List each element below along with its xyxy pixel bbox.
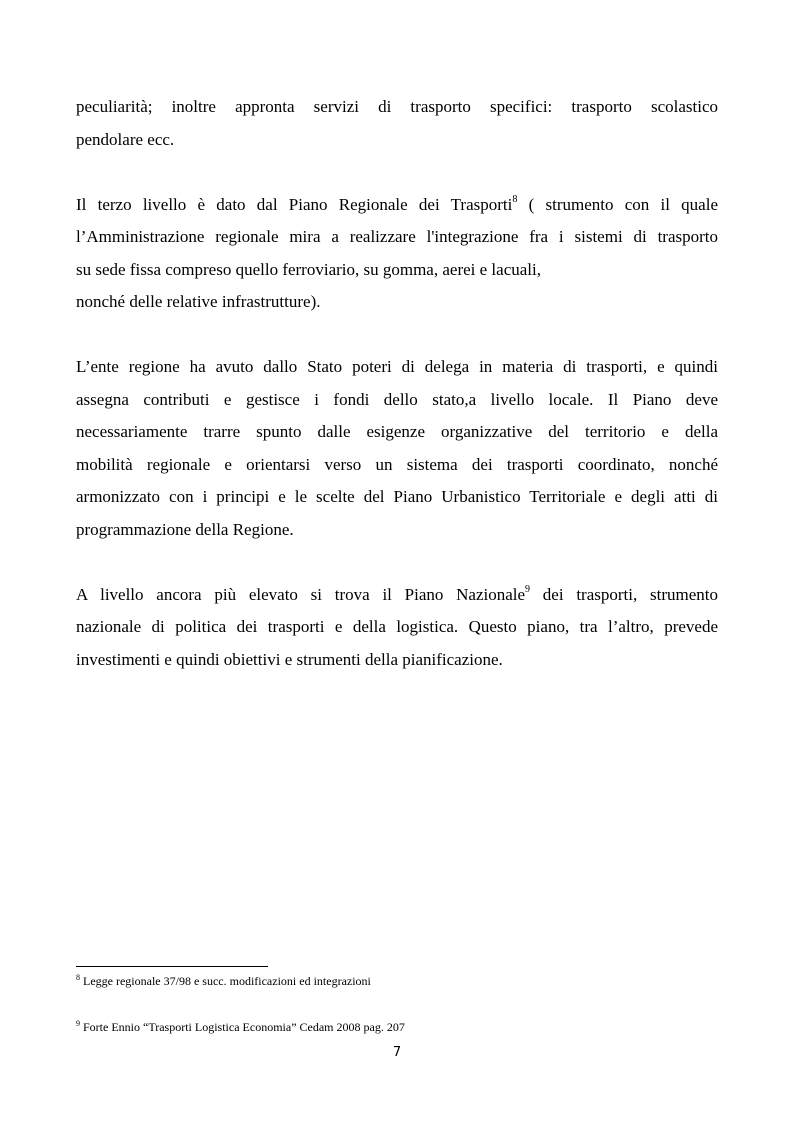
footnote-reference-9[interactable]: 9 bbox=[525, 583, 531, 595]
footnote-9 bbox=[76, 1020, 405, 1034]
text-line: necessariamente trarre spunto dalle esigenze organizzative del territorio e della bbox=[76, 422, 718, 441]
paragraph-3 bbox=[76, 351, 718, 546]
text-line: assegna contributi e gestisce i fondi dello stato,a livello locale. Il Piano deve bbox=[76, 389, 718, 409]
text-line: mobilità regionale e orientarsi verso un sistema dei trasporti coordinato, nonché bbox=[76, 454, 718, 474]
text-line bbox=[76, 189, 718, 222]
page-number: 7 bbox=[392, 1045, 402, 1060]
text-line: programmazione della Regione. bbox=[76, 519, 294, 539]
footnote-8 bbox=[76, 974, 371, 988]
text-line bbox=[76, 579, 718, 612]
text-line: L’ente regione ha avuto dallo Stato poteri di delega in materia di trasporti, e quindi bbox=[76, 357, 718, 376]
footnote-number: 9 bbox=[76, 1019, 80, 1028]
text-line: pendolare ecc. bbox=[76, 129, 175, 149]
text-line: armonizzato con i principi e le scelte del Piano Urbanistico Territoriale e degli atti di bbox=[76, 487, 718, 506]
text-line: peculiarità; inoltre appronta servizi di trasporto specifici: trasporto scolastico bbox=[76, 97, 718, 116]
body-text bbox=[76, 91, 718, 676]
text-line: l’Amministrazione regionale mira a realizzare l'integrazione fra i sistemi di trasporto bbox=[76, 227, 718, 246]
footnote-text: Legge regionale 37/98 e succ. modificazioni ed integrazioni bbox=[80, 974, 371, 988]
text-segment: Il terzo livello è dato dal Piano Regionale dei Trasporti bbox=[76, 194, 513, 214]
text-segment: dei trasporti, strumento bbox=[530, 584, 718, 604]
footnote-separator bbox=[76, 966, 268, 967]
paragraph-2 bbox=[76, 189, 718, 319]
text-segment: A livello ancora più elevato si trova il Piano Nazionale bbox=[76, 584, 526, 604]
text-line: investimenti e quindi obiettivi e strumenti della pianificazione. bbox=[76, 649, 503, 669]
footnote-text: Forte Ennio “Trasporti Logistica Economia” Cedam 2008 pag. 207 bbox=[80, 1020, 405, 1034]
footnote-reference-8[interactable]: 8 bbox=[512, 193, 518, 205]
text-line: nazionale di politica dei trasporti e della logistica. Questo piano, tra l’altro, prevede bbox=[76, 617, 718, 636]
text-line: nonché delle relative infrastrutture). bbox=[76, 292, 321, 311]
paragraph-1 bbox=[76, 91, 718, 156]
text-line: su sede fissa compreso quello ferroviario, su gomma, aerei e lacuali, bbox=[76, 259, 541, 279]
footnote-number: 8 bbox=[76, 973, 80, 982]
text-segment: ( strumento con il quale bbox=[517, 194, 718, 214]
paragraph-4 bbox=[76, 579, 718, 677]
